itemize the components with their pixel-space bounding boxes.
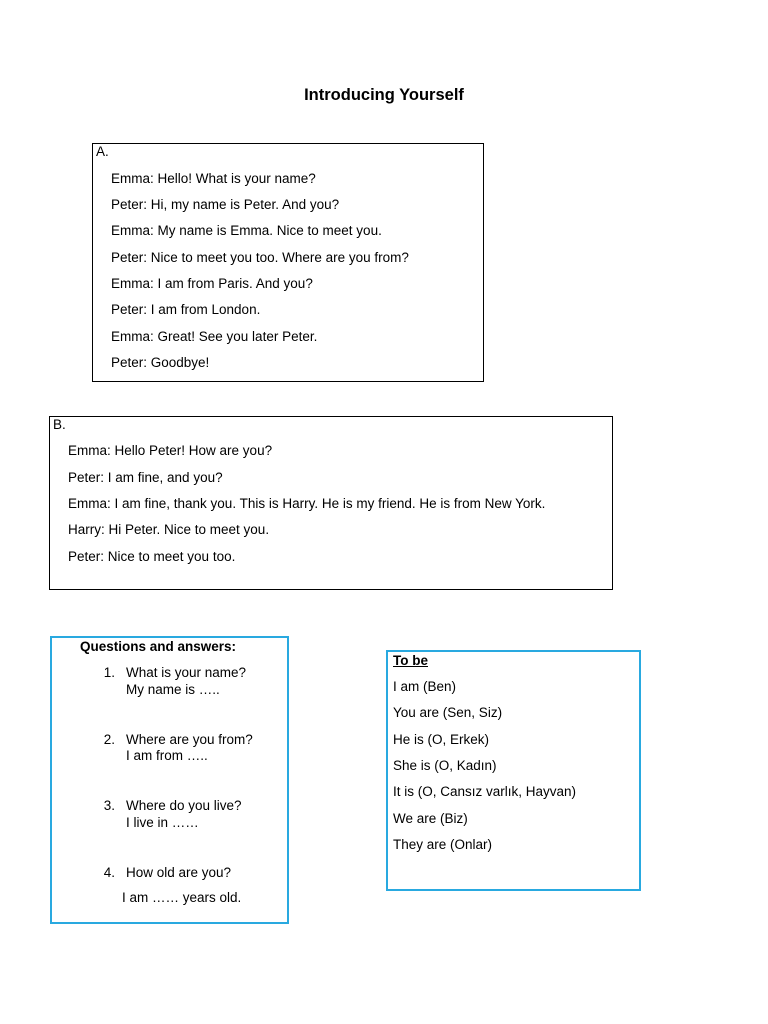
- dialogue-a-line-6: Peter: I am from London.: [111, 302, 261, 317]
- question-number-2: 2.: [103, 732, 115, 747]
- answer-2: I am from …..: [126, 748, 208, 763]
- dialogue-b-line-5: Peter: Nice to meet you too.: [68, 549, 236, 564]
- answer-1: My name is …..: [126, 682, 220, 697]
- questions-heading: Questions and answers:: [80, 639, 237, 654]
- section-b-label: B.: [53, 417, 66, 432]
- dialogue-a-line-2: Peter: Hi, my name is Peter. And you?: [111, 197, 340, 212]
- dialogue-a-line-8: Peter: Goodbye!: [111, 355, 210, 370]
- to-be-line-3: He is (O, Erkek): [393, 732, 490, 747]
- question-2: Where are you from?: [126, 732, 253, 747]
- page-title: Introducing Yourself: [304, 86, 464, 104]
- dialogue-a-line-5: Emma: I am from Paris. And you?: [111, 276, 313, 291]
- to-be-heading: To be: [393, 653, 428, 668]
- to-be-line-4: She is (O, Kadın): [393, 758, 497, 773]
- dialogue-b-line-1: Emma: Hello Peter! How are you?: [68, 443, 273, 458]
- dialogue-b-line-3: Emma: I am fine, thank you. This is Harry. He is my friend. He is from New York.: [68, 496, 546, 511]
- dialogue-b-line-4: Harry: Hi Peter. Nice to meet you.: [68, 522, 270, 537]
- dialogue-box-a: [92, 143, 484, 382]
- to-be-line-2: You are (Sen, Siz): [393, 705, 503, 720]
- dialogue-a-line-4: Peter: Nice to meet you too. Where are you from?: [111, 250, 409, 265]
- question-3: Where do you live?: [126, 798, 242, 813]
- dialogue-a-line-7: Emma: Great! See you later Peter.: [111, 329, 318, 344]
- question-4: How old are you?: [126, 865, 232, 880]
- to-be-line-7: They are (Onlar): [393, 837, 493, 852]
- question-number-3: 3.: [103, 798, 115, 813]
- to-be-line-5: It is (O, Cansız varlık, Hayvan): [393, 784, 577, 799]
- answer-3: I live in ……: [126, 815, 199, 830]
- dialogue-a-line-3: Emma: My name is Emma. Nice to meet you.: [111, 223, 382, 238]
- answer-4: I am …… years old.: [122, 890, 242, 905]
- to-be-line-1: I am (Ben): [393, 679, 457, 694]
- dialogue-box-b: [49, 416, 613, 590]
- dialogue-a-line-1: Emma: Hello! What is your name?: [111, 171, 316, 186]
- to-be-box: [386, 650, 641, 891]
- to-be-line-6: We are (Biz): [393, 811, 468, 826]
- question-number-4: 4.: [103, 865, 115, 880]
- question-number-1: 1.: [103, 665, 115, 680]
- question-1: What is your name?: [126, 665, 247, 680]
- questions-box: [50, 636, 289, 924]
- dialogue-b-line-2: Peter: I am fine, and you?: [68, 470, 223, 485]
- section-a-label: A.: [96, 144, 109, 159]
